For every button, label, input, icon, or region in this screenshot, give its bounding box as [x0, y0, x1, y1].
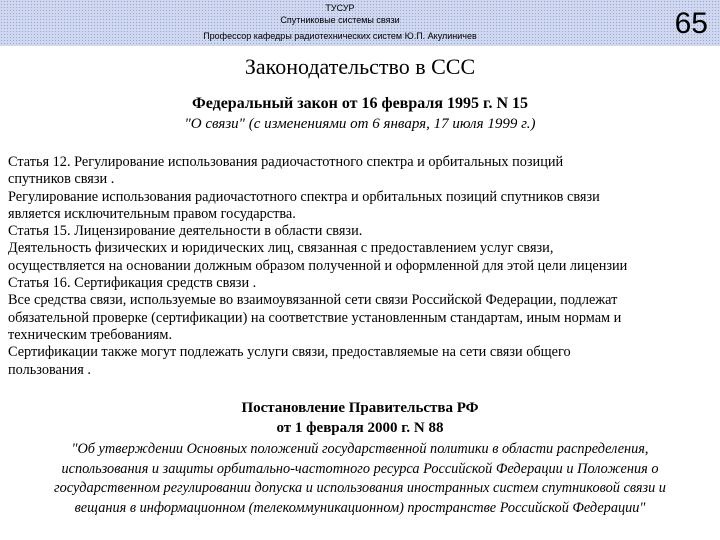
- body-line: Статья 12. Регулирование использования радиочастотного спектра и орбитальных позиций: [8, 154, 564, 170]
- header-org: ТУСУР: [325, 3, 355, 13]
- body-line: пользования .: [8, 361, 91, 378]
- body-line: Сертификации также могут подлежать услуги связи, предоставляемые на сети связи общего: [8, 344, 571, 361]
- body-line: Статья 16. Сертификация средств связи .: [8, 275, 257, 292]
- body-line: Деятельность физических и юридических лиц, связанная с предоставлением услуг связи,: [8, 240, 554, 257]
- body-line: спутников связи .: [8, 171, 115, 188]
- header-course: Спутниковые системы связи: [280, 15, 400, 25]
- law-articles: [8, 154, 713, 379]
- body-line: обязательной проверке (сертификации) на соответствие установленным стандартам, иным нормам и: [8, 309, 622, 326]
- slide-number: 65: [674, 7, 708, 40]
- decree-line: использования и защиты орбитально-частотного ресурса Российской Федерации и Положения о: [61, 460, 659, 477]
- decree-title: [0, 440, 720, 518]
- body-line: Регулирование использования радиочастотного спектра и орбитальных позиций спутников связи: [8, 188, 600, 205]
- page-title: Законодательство в ССС: [244, 54, 476, 79]
- body-line: Статья 15. Лицензирование деятельности в области связи.: [8, 223, 363, 240]
- decree-line: вещания в информационном (телекоммуникационном) пространстве Российской Федерации": [74, 499, 646, 516]
- law-heading: Федеральный закон от 16 февраля 1995 г. N 15: [191, 95, 529, 112]
- header-author: Профессор кафедры радиотехнических систем Ю.П. Акулиничев: [203, 31, 477, 41]
- government-date: от 1 февраля 2000 г. N 88: [276, 420, 444, 436]
- law-subtitle: "О связи" (с изменениями от 6 января, 17 июля 1999 г.): [184, 116, 536, 132]
- body-line: осуществляется на основании должным образом полученной и оформленной для этой цели лицензии: [8, 257, 628, 274]
- decree-line: "Об утверждении Основных положений государственной политики в области распределения,: [71, 441, 649, 457]
- body-line: является исключительным правом государства.: [8, 205, 296, 222]
- body-line: техническим требованиям.: [8, 326, 173, 343]
- body-line: Все средства связи, используемые во взаимоувязанной сети связи Российской Федерации, подлежат: [8, 292, 618, 309]
- government-heading: Постановление Правительства РФ: [241, 400, 479, 416]
- decree-line: государственном регулировании допуска и использования иностранных систем спутниковой связи и: [54, 480, 666, 496]
- slide-header: [0, 0, 720, 46]
